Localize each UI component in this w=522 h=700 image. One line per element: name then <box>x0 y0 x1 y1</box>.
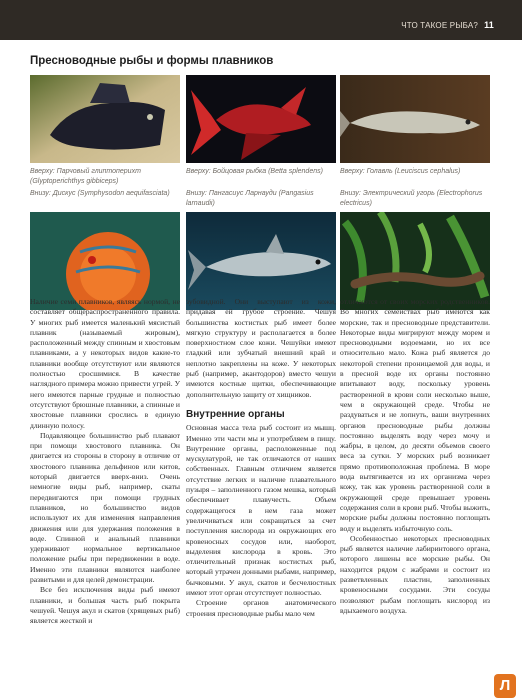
paragraph: Все без исключения виды рыб имеют плавники, и большая часть рыб покрыта чешуей. Чешуя акул и скатов (хрящевых рыб) является жесткой и <box>30 585 180 626</box>
page-title: Пресноводные рыбы и формы плавников <box>30 55 274 67</box>
paragraph: Наличие семи плавников, являясь нормой, не составляет общераспространенного правила. У многих рыб имеется маленький мясистый плавник (называемый жировым), расположенный между спинным и хвостовым плавниками, а у некоторых видов какие-то плавники вообще отсутствуют или являются полностью сросшимися. В качестве наглядного примера можно привести угрей. У него имеются парные грудные и полностью отсутствуют брюшные плавники, а спинные и хвостовые плавники срослись в единую длинную полосу. <box>30 297 180 430</box>
caption-top-right: Вверху: Голавль (Leuciscus cephalus) <box>340 168 461 175</box>
paragraph: Особенностью некоторых пресноводных рыб является наличие лабиринтового органа, которого лишены все морские рыбы. Он находится рядом с жабрами и состоит из разветвленных пластин, заполненных кровеносными сосудами. Эти сосуды позволяют рыбам поглощать кислород из вдыхаемого воздуха. <box>340 533 490 615</box>
caption-bottom-middle: Внизу: Пангасиус Ларнауди (Pangasius larnaudii) <box>186 190 314 207</box>
paragraph: зубовидной. Они выступают из кожи, придавая ей грубое строение. Чешуя большинства костистых рыб имеет более мягкую структуру и располагается в более поверхностном слое кожи. Чешуйки имеют гладкий или зубчатый внешний край и неплотно закреплены на коже. У некоторых рыб (например, акантодоров) вместо чешуи имеются костные щитки, обеспечивающие дополнительную защиту от хищников. <box>186 297 336 399</box>
section-name: ЧТО ТАКОЕ РЫБА? <box>401 21 479 30</box>
paragraph: Основная масса тела рыб состоит из мышц. Именно эти части мы и употребляем в пищу. Внутренние органы, расположенные под мускулатурой, не так отличаются от наших собственных. Главным отличием является отсутствие легких и наличие плавательного пузыря – заполненного газом мешка, который обеспечивает плавучесть. Объем содержащегося в нем газа может увеличиваться или сокращаться за счет поступления кислорода из окружающих его кровеносных сосудов или, наоборот, выделения кислорода в кровь. Это отличительный признак костистых рыб, который утрачен донными рыбами, например, бычковыми. У акул, скатов и бесчелюстных имеют этот орган отсутствует полностью. <box>186 423 336 598</box>
photo-chub <box>340 75 490 163</box>
caption-bottom-right: Внизу: Электрический угорь (Electrophorus electricus) <box>340 190 483 207</box>
paragraph: Строение органов анатомического строения пресноводные рыбы мало чем <box>186 598 336 618</box>
photo-electric-eel <box>340 212 490 310</box>
photo-pangasius <box>186 212 336 310</box>
text-column-2 <box>186 297 336 619</box>
header-bar <box>0 0 522 40</box>
paragraph: Подавляющее большинство рыб плавают при помощи хвостового плавника. Он двигается из стороны в сторону в отличие от хвостового плавника дельфинов или китов, который двигается вверх-вниз. Очень немногие виды рыб, например, скаты передвигаются при помощи грудных плавников, но большинство видов используют их для изменения направления движения или для удержания положения в воде. Спинной и анальный плавники удерживают нормальное вертикальное положение рыбы при передвижении в воде. Именно эти плавники являются наиболее развитыми и для целей демонстрации. <box>30 430 180 585</box>
caption-top-middle: Вверху: Бойцовая рыбка (Betta splendens) <box>186 168 323 175</box>
page-number: 11 <box>484 20 494 30</box>
publisher-logo: Л <box>494 674 516 698</box>
running-header <box>401 20 494 30</box>
caption-top-left: Вверху: Парчовый глиптоперихт (Glyptoperichthys gibbiceps) <box>30 168 141 185</box>
subheading: Внутренние органы <box>186 408 285 420</box>
photo-betta <box>186 75 336 163</box>
text-column-3 <box>340 297 490 616</box>
text-column-1 <box>30 297 180 627</box>
paragraph: отличаются от своих морских родственников. Во многих семействах рыб имеются как морские, так и пресноводные представители. Некоторые виды мигрируют между морем и пресноводными водоемами, но их все относительно мало. Кожа рыб является до некоторой степени проницаемой для воды, и в пресной воде их органы постоянно впитывают воду, поскольку уровень растворенной в крови соли несколько выше, чем в окружающей среде. Чтобы не раздуваться и не лопнуть, ваши внутренних органов пресноводные рыбы должны постоянно выделять воду через мочу и жабры, в целом, до десяти объемов своего веса за сутки. У морских рыб возникает прямо противоположная проблема. В море вода вытягивается из их организма через кожу, так как уровень растворенной соли в окружающей среде превышает уровень содержания соли в крови рыб. Чтобы выжить, морские рыбы должны постоянно поглощать воду и выделять избыточную соль. <box>340 297 490 533</box>
photo-pleco <box>30 75 180 163</box>
caption-bottom-left: Внизу: Дискус (Symphysodon aequifasciata) <box>30 190 170 197</box>
photo-discus <box>30 212 180 310</box>
